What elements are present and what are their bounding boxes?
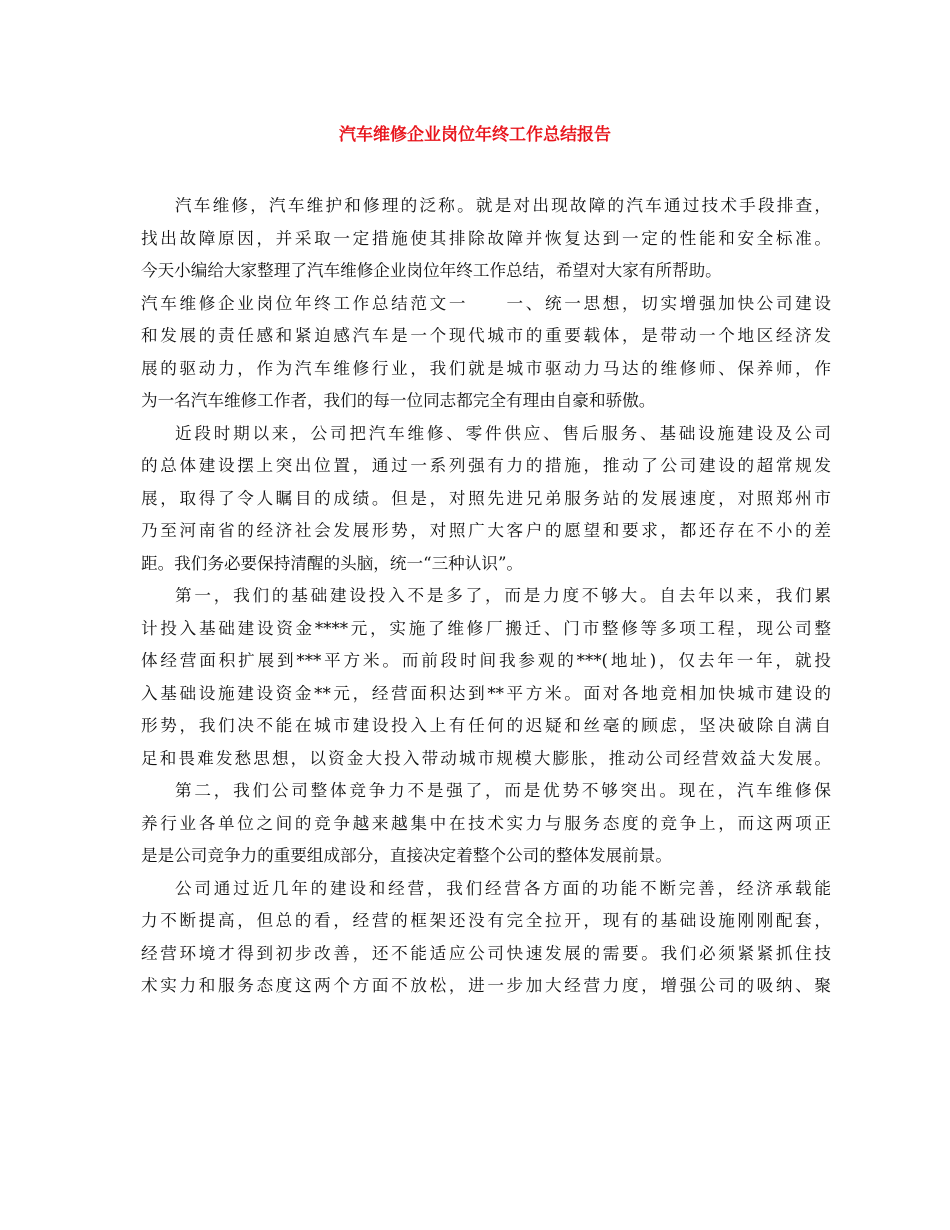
text-line: 找出故障原因，并采取一定措施使其排除故障并恢复达到一定的性能和安全标准。 [141,228,831,248]
document-title: 汽车维修企业岗位年终工作总结报告 [339,125,611,145]
text-line: 形势，我们决不能在城市建设投入上有任何的迟疑和丝毫的顾虑，坚决破除自满自 [141,716,831,735]
text-line: 力不断提高，但总的看，经营的框架还没有完全拉开，现有的基础设施刚刚配套， [141,911,831,930]
text-line: 距。我们务必要保持清醒的头脑，统一“三种认识”。 [141,553,524,573]
text-line: 的总体建设摆上突出位置，通过一系列强有力的措施，推动了公司建设的超常规发 [141,456,831,475]
text-line: 汽车维修企业岗位年终工作总结范文一 一、统一思想，切实增强加快公司建设 [141,293,831,313]
text-line: 足和畏难发愁思想，以资金大投入带动城市规模大膨胀，推动公司经营效益大发展。 [141,748,831,768]
text-line: 为一名汽车维修工作者，我们的每一位同志都完全有理由自豪和骄傲。 [141,391,656,410]
text-line: 计投入基础建设资金****元，实施了维修厂搬迁、门市整修等多项工程，现公司整 [141,618,831,638]
text-line: 是是公司竞争力的重要组成部分，直接决定着整个公司的整体发展前景。 [141,846,672,865]
text-line: 展，取得了令人瞩目的成绩。但是，对照先进兄弟服务站的发展速度，对照郑州市 [141,488,831,508]
text-line: 汽车维修，汽车维护和修理的泛称。就是对出现故障的汽车通过技术手段排查， [175,196,831,215]
text-line: 近段时期以来，公司把汽车维修、零件供应、售后服务、基础设施建设及公司 [175,423,831,443]
text-line: 第一，我们的基础建设投入不是多了，而是力度不够大。自去年以来，我们累 [175,586,831,605]
text-line: 第二，我们公司整体竞争力不是强了，而是优势不够突出。现在，汽车维修保 [175,781,831,800]
text-line: 入基础设施建设资金**元，经营面积达到**平方米。面对各地竞相加快城市建设的 [141,683,831,703]
text-line: 体经营面积扩展到***平方米。而前段时间我参观的***(地址)，仅去年一年，就投 [141,651,831,670]
text-line: 经营环境才得到初步改善，还不能适应公司快速发展的需要。我们必须紧紧抓住技 [141,943,831,963]
text-line: 乃至河南省的经济社会发展形势，对照广大客户的愿望和要求，都还存在不小的差 [141,521,831,540]
text-line: 今天小编给大家整理了汽车维修企业岗位年终工作总结，希望对大家有所帮助。 [141,261,722,280]
text-line: 术实力和服务态度这两个方面不放松，进一步加大经营力度，增强公司的吸纳、聚 [141,976,831,995]
document-body [141,190,831,1003]
text-line: 养行业各单位之间的竞争越来越集中在技术实力与服务态度的竞争上，而这两项正 [141,813,831,833]
text-line: 展的驱动力，作为汽车维修行业，我们就是城市驱动力马达的维修师、保养师，作 [141,358,831,378]
text-line: 公司通过近几年的建设和经营，我们经营各方面的功能不断完善，经济承载能 [175,878,831,898]
text-line: 和发展的责任感和紧迫感汽车是一个现代城市的重要载体，是带动一个地区经济发 [141,326,831,345]
